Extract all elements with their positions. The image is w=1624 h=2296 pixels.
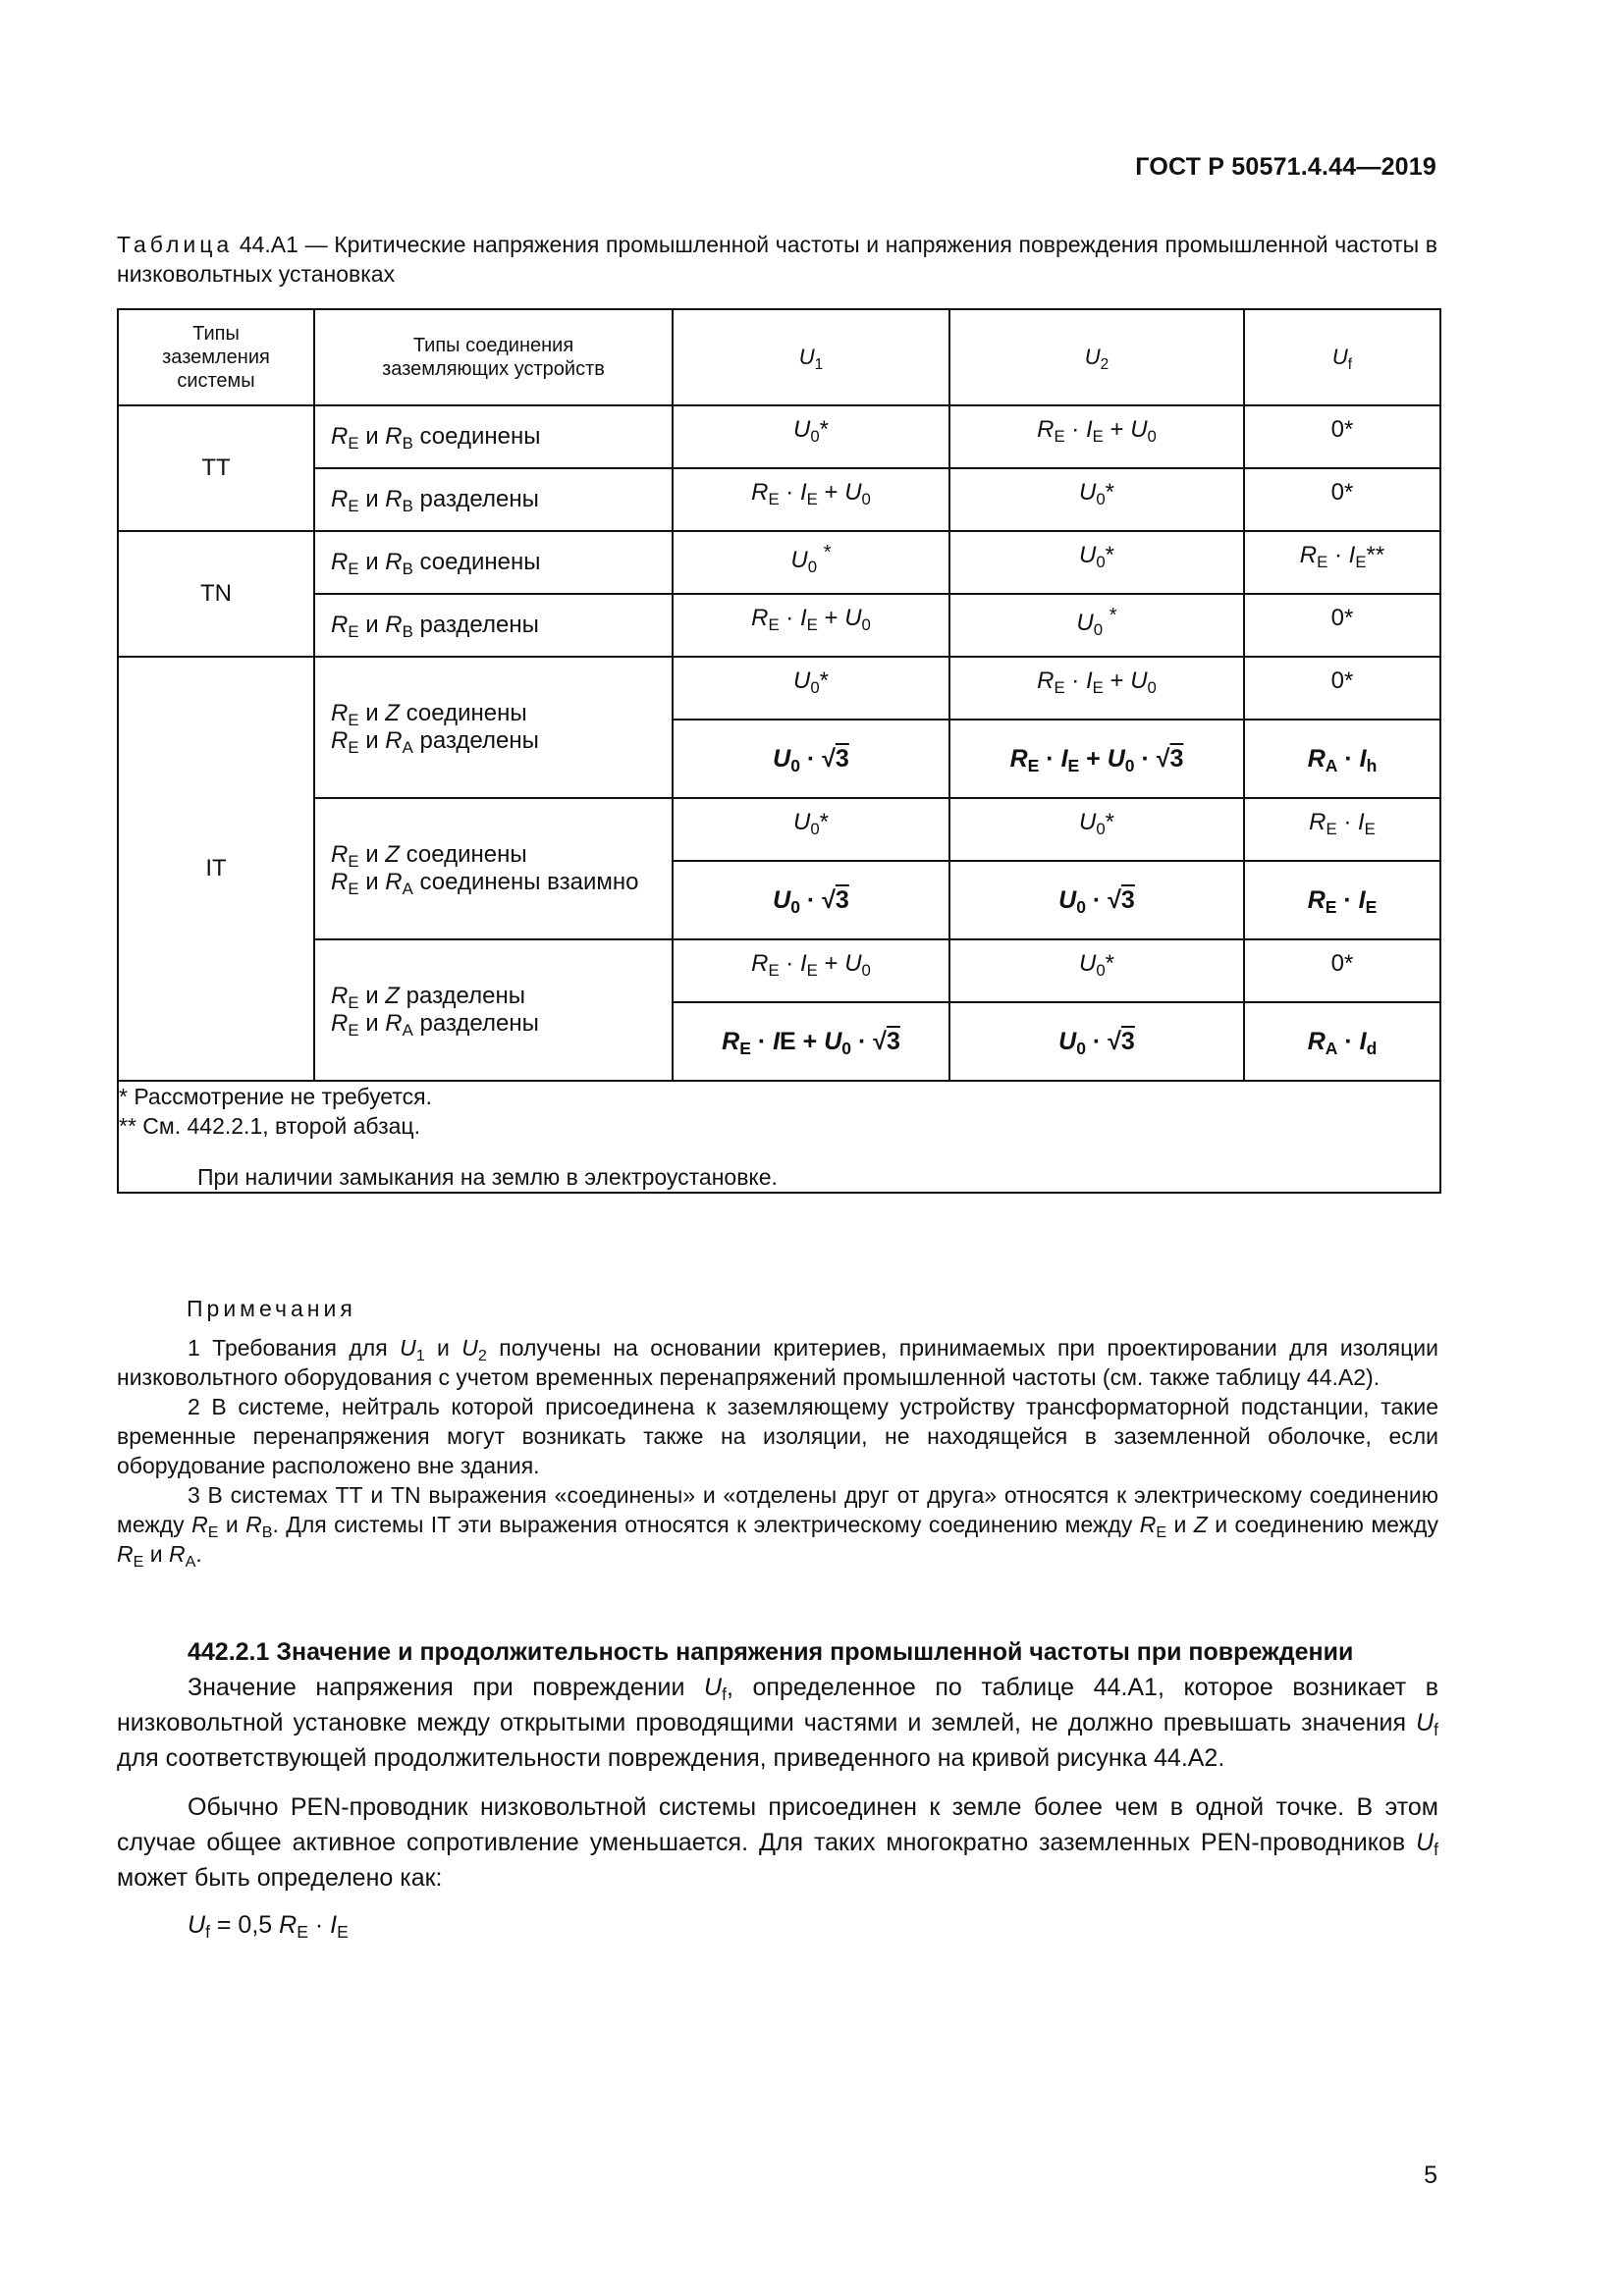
connection-cell: $R_E$ и $R_B$ соединены xyxy=(314,405,673,468)
system-it: IT xyxy=(118,657,314,1081)
uf-cell: $R_A \cdot I_d$ xyxy=(1244,1002,1440,1081)
u1-cell: $R_E \cdot I_E + U_0$ xyxy=(673,594,949,657)
uf-cell: $R_A \cdot I_h$ xyxy=(1244,720,1440,798)
u1-cell: $U_0*$ xyxy=(673,405,949,468)
notes-block xyxy=(117,1294,1438,1569)
col-header-u2: $U_2$ xyxy=(949,309,1244,405)
uf-cell: 0* xyxy=(1244,468,1440,531)
connection-cell: $R_E$ и $R_B$ разделены xyxy=(314,468,673,531)
u2-cell: $U_0$ * xyxy=(949,594,1244,657)
system-tt: ТТ xyxy=(118,405,314,531)
connection-cell: $R_E$ и Z разделены $R_E$ и $R_A$ разделены xyxy=(314,939,673,1081)
voltage-table xyxy=(117,308,1441,1194)
connection-cell: $R_E$ и Z соединены $R_E$ и $R_A$ разделены xyxy=(314,657,673,798)
table-header-row xyxy=(118,309,1440,405)
connection-cell: $R_E$ и Z соединены $R_E$ и $R_A$ соединены взаимно xyxy=(314,798,673,939)
uf-cell: $R_E \cdot I_E$ xyxy=(1244,861,1440,939)
table-caption xyxy=(117,230,1437,289)
note-item: 3 В системах ТТ и TN выражения «соединены» и «отделены друг от друга» относятся к электрическому соединению между $R_E$ и $R_B$. Для системы IT эти выражения относятся к электрическому соединению между $R_E$ и Z и соединению между $R_E$ и $R_A$. xyxy=(117,1482,1438,1571)
section-paragraph: Значение напряжения при повреждении $U_f$, определенное по таблице 44.А1, которое возникает в низковольтной установке между открытыми проводящими частями и землей, не должно превышать значения $U_f$ для соответствующей продолжительности повреждения, приведенного на кривой рисунка 44.А2. xyxy=(117,1674,1438,1772)
u2-cell: $R_E \cdot I_E + U_0$ xyxy=(949,657,1244,720)
page-number: 5 xyxy=(1424,2162,1437,2189)
u1-cell: $U_0$ * xyxy=(673,531,949,594)
uf-cell: 0* xyxy=(1244,405,1440,468)
uf-cell: 0* xyxy=(1244,657,1440,720)
u1-cell: $U_0 \cdot √3$ xyxy=(673,720,949,798)
system-tn: TN xyxy=(118,531,314,657)
table-footnotes xyxy=(118,1081,1440,1193)
u2-cell: $U_0*$ xyxy=(949,531,1244,594)
table-row xyxy=(118,405,1440,468)
notes-title: Примечания xyxy=(187,1296,356,1321)
footer-extra: При наличии замыкания на землю в электроустановке. xyxy=(197,1164,778,1190)
u2-cell: $U_0*$ xyxy=(949,939,1244,1002)
uf-cell: $R_E \cdot I_E$ xyxy=(1244,798,1440,861)
formula: $U_f = 0,5$ $R_E \cdot I_E$ xyxy=(188,1911,349,1942)
section-heading: 442.2.1 Значение и продолжительность напряжения промышленной частоты при повреждении xyxy=(188,1638,1354,1666)
connection-cell: $R_E$ и $R_B$ разделены xyxy=(314,594,673,657)
note-item: 1 Требования для $U_1$ и $U_2$ получены на основании критериев, принимаемых при проектировании для изоляции низковольтного оборудования с учетом временных перенапряжений промышленной частоты (см. также таблицу 44.А2). xyxy=(117,1335,1438,1390)
col-header-u1: $U_1$ xyxy=(673,309,949,405)
uf-cell: 0* xyxy=(1244,594,1440,657)
u2-cell: $U_0*$ xyxy=(949,798,1244,861)
u2-cell: $U_0 \cdot √3$ xyxy=(949,861,1244,939)
note-item: 2 В системе, нейтраль которой присоединена к заземляющему устройству трансформаторной подстанции, такие временные перенапряжения могут возникать также на изоляции, не находящейся в заземленной оболочке, если оборудование расположено вне здания. xyxy=(117,1394,1438,1478)
footnote: * Рассмотрение не требуется. xyxy=(119,1084,432,1109)
u1-cell: $R_E \cdot I_E + U_0$ xyxy=(673,939,949,1002)
col-header-uf: $U_f$ xyxy=(1244,309,1440,405)
u1-cell: $U_0 \cdot √3$ xyxy=(673,861,949,939)
table-row xyxy=(118,657,1440,720)
caption-label: Таблица xyxy=(117,232,234,257)
u1-cell: $R_E \cdot I_E + U_0$ xyxy=(673,468,949,531)
table-row xyxy=(118,939,1440,1002)
u2-cell: $R_E \cdot I_E + U_0 \cdot √3$ xyxy=(949,720,1244,798)
footnote: ** См. 442.2.1, второй абзац. xyxy=(119,1113,420,1139)
u2-cell: $R_E \cdot I_E + U_0$ xyxy=(949,405,1244,468)
u1-cell: $U_0*$ xyxy=(673,798,949,861)
u2-cell: $U_0*$ xyxy=(949,468,1244,531)
col-header-system: Типы заземления системы xyxy=(118,309,314,405)
document-id: ГОСТ Р 50571.4.44—2019 xyxy=(1135,153,1436,181)
table-footnotes-row xyxy=(118,1081,1440,1193)
col-header-connection: Типы соединения заземляющих устройств xyxy=(314,309,673,405)
caption-text: 44.А1 — Критические напряжения промышленной частоты и напряжения повреждения промышленной частоты в низковольтных установках xyxy=(117,232,1437,287)
u1-cell: $R_E$ · IE + $U_0 \cdot √3$ xyxy=(673,1002,949,1081)
u2-cell: $U_0 \cdot √3$ xyxy=(949,1002,1244,1081)
connection-cell: $R_E$ и $R_B$ соединены xyxy=(314,531,673,594)
section-paragraph: Обычно PEN-проводник низковольтной системы присоединен к земле более чем в одной точке. В этом случае общее активное сопротивление уменьшается. Для таких многократно заземленных PEN-проводников $U_f$ может быть определено как: xyxy=(117,1793,1438,1892)
uf-cell: $R_E \cdot I_E**$ xyxy=(1244,531,1440,594)
table-row xyxy=(118,798,1440,861)
uf-cell: 0* xyxy=(1244,939,1440,1002)
u1-cell: $U_0*$ xyxy=(673,657,949,720)
table-row xyxy=(118,468,1440,531)
table-row xyxy=(118,594,1440,657)
table-row xyxy=(118,531,1440,594)
section-442-2-1 xyxy=(117,1634,1438,1943)
